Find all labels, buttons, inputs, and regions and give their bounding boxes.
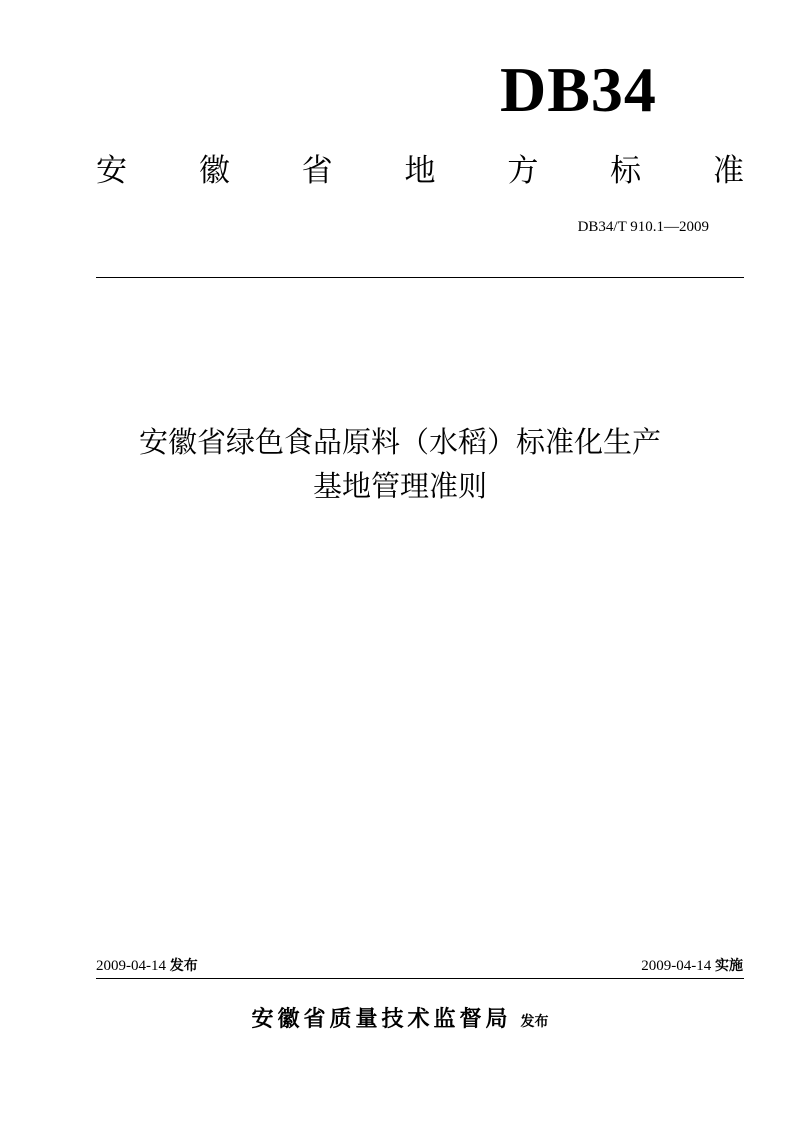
issue-label: 发布 bbox=[169, 958, 198, 974]
standard-number: DB34/T 910.1—2009 bbox=[577, 219, 709, 235]
standard-type-char: 准 bbox=[712, 153, 744, 189]
standard-type-heading bbox=[96, 146, 744, 196]
footer-divider bbox=[96, 978, 744, 979]
header-divider bbox=[96, 277, 744, 278]
standard-type-char: 方 bbox=[507, 153, 539, 189]
issuer-organization: 安徽省质量技术监督局 bbox=[251, 1007, 512, 1032]
standard-type-char: 省 bbox=[301, 153, 333, 189]
issue-date-row bbox=[96, 956, 198, 976]
effective-date-row bbox=[641, 956, 743, 976]
issuer-line bbox=[0, 1002, 800, 1038]
issuer-action: 发布 bbox=[520, 1014, 549, 1030]
document-title bbox=[60, 420, 740, 508]
standard-type-char: 地 bbox=[404, 153, 436, 189]
standard-type-char: 徽 bbox=[198, 153, 230, 189]
effective-date: 2009-04-14 bbox=[641, 958, 712, 974]
effective-label: 实施 bbox=[715, 958, 743, 974]
title-line-1: 安徽省绿色食品原料（水稻）标准化生产 bbox=[138, 425, 661, 459]
standard-code: DB34 bbox=[500, 54, 657, 125]
standard-type-char: 标 bbox=[610, 153, 642, 189]
title-line-2: 基地管理准则 bbox=[312, 469, 487, 503]
standard-type-char: 安 bbox=[96, 153, 127, 189]
issue-date: 2009-04-14 bbox=[96, 958, 166, 974]
